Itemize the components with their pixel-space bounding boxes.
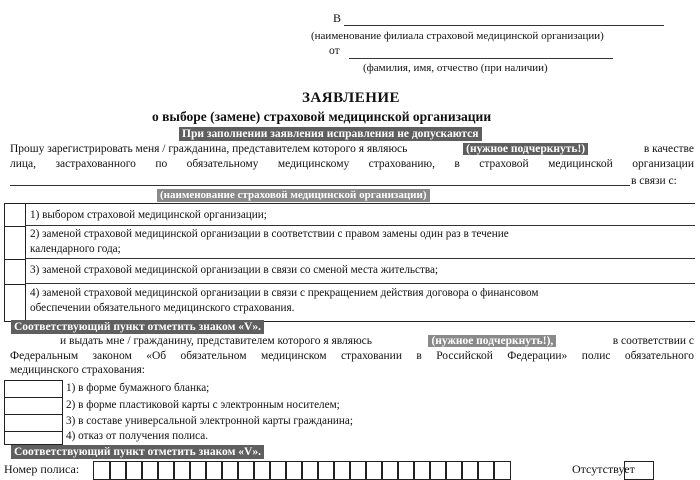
absent-label: Отсутствует: [572, 462, 635, 476]
policy-digit-cell[interactable]: [109, 461, 127, 480]
from-prefix: от: [329, 45, 340, 57]
reason-2-text: [30, 227, 509, 257]
policy-digit-cell[interactable]: [141, 461, 159, 480]
policy-digit-cell[interactable]: [317, 461, 335, 480]
form-2-text: 2) в форме пластиковой карты с электронным носителем;: [66, 399, 340, 411]
policy-digit-cell[interactable]: [237, 461, 255, 480]
request-line-2: лица, застрахованного по обязательному медицинскому страхованию, в страховой медицинской организации: [10, 158, 694, 170]
policy-digit-cell[interactable]: [173, 461, 191, 480]
reason-1-checkbox[interactable]: [4, 203, 26, 227]
policy-digit-cell[interactable]: [397, 461, 415, 480]
policy-digit-cell[interactable]: [445, 461, 463, 480]
issue-text-a: и выдать мне / гражданину, представителем которого я являюсь: [60, 335, 373, 347]
document-title: ЗАЯВЛЕНИЕ: [302, 90, 401, 106]
reason-4-checkbox[interactable]: [4, 284, 26, 322]
insurer-caption: (наименование страховой медицинской организации): [157, 189, 430, 202]
reason-4-text: [30, 286, 539, 316]
branch-name-line[interactable]: [344, 25, 664, 26]
absent-checkbox[interactable]: [624, 461, 654, 480]
policy-digit-cell[interactable]: [301, 461, 319, 480]
policy-number-label: Номер полиса:: [4, 462, 80, 476]
issue-underline-note: (нужное подчеркнуть!),: [428, 335, 556, 347]
policy-digit-cell[interactable]: [381, 461, 399, 480]
policy-digit-cell[interactable]: [205, 461, 223, 480]
issue-line-2: Федеральным законом «Об обязательном медицинском страховании в Российской Федерации» полис обязательного: [10, 350, 694, 362]
reason-divider-2: [25, 258, 695, 259]
form-1-checkbox[interactable]: [4, 380, 63, 398]
policy-digit-cell[interactable]: [93, 461, 111, 480]
mark-note-1: Соответствующий пункт отметить знаком «V».: [11, 320, 264, 334]
reason-2-line-1: 2) заменой страховой медицинской организации в соответствии с правом замены один раз в течение: [30, 228, 509, 240]
request-line-1: [10, 143, 694, 155]
form-3-checkbox[interactable]: [4, 414, 63, 432]
policy-digit-cell[interactable]: [269, 461, 287, 480]
reason-3-text: [30, 263, 438, 278]
underline-note: (нужное подчеркнуть!): [463, 143, 588, 155]
branch-caption: (наименование филиала страховой медицинской организации): [311, 30, 604, 42]
reason-2-line-2: календарного года;: [30, 243, 121, 255]
policy-digit-cell[interactable]: [157, 461, 175, 480]
reason-divider-1: [25, 225, 695, 226]
reason-3-line-1: 3) заменой страховой медицинской организации в связи со сменой места жительства;: [30, 264, 439, 276]
reason-1-line-1: 1) выбором страховой медицинской организации;: [30, 209, 267, 221]
reason-divider-3: [25, 283, 695, 284]
form-3-text: 3) в составе универсальной электронной карты гражданина;: [66, 415, 353, 427]
issue-line-1: [60, 335, 694, 347]
policy-digit-cell[interactable]: [477, 461, 495, 480]
policy-digit-cell[interactable]: [461, 461, 479, 480]
document-subtitle: о выборе (замене) страховой медицинской организации: [152, 109, 492, 124]
policy-digit-cell[interactable]: [253, 461, 271, 480]
form-2-checkbox[interactable]: [4, 397, 63, 415]
reason-4-line-1: 4) заменой страховой медицинской организации в связи с прекращением действия договора о финансовом: [30, 287, 539, 299]
policy-digit-cell[interactable]: [349, 461, 367, 480]
policy-digit-cell[interactable]: [221, 461, 239, 480]
no-corrections-notice: При заполнении заявления исправления не допускаются: [179, 127, 482, 141]
to-prefix: В: [333, 11, 342, 25]
policy-digit-cell[interactable]: [429, 461, 447, 480]
request-line-3-end: в связи с:: [631, 175, 677, 187]
policy-digit-cell[interactable]: [365, 461, 383, 480]
mark-note-2: Соответствующий пункт отметить знаком «V».: [11, 445, 264, 459]
applicant-name-line[interactable]: [349, 58, 613, 59]
policy-digit-cell[interactable]: [189, 461, 207, 480]
policy-digit-cell[interactable]: [125, 461, 143, 480]
issue-line-3: медицинского страхования:: [10, 364, 145, 376]
form-1-text: 1) в форме бумажного бланка;: [66, 382, 210, 394]
form-4-text: 4) отказ от получения полиса.: [66, 430, 209, 442]
reason-2-checkbox[interactable]: [4, 226, 26, 260]
policy-digit-cell[interactable]: [413, 461, 431, 480]
reason-3-checkbox[interactable]: [4, 259, 26, 285]
reason-1-text: [30, 208, 267, 223]
policy-digit-cell[interactable]: [285, 461, 303, 480]
form-4-checkbox[interactable]: [4, 431, 63, 445]
insurer-name-line[interactable]: [10, 185, 630, 186]
policy-digit-cell[interactable]: [333, 461, 351, 480]
issue-text-b: в соответствии с: [612, 335, 694, 347]
request-text-b: в качестве: [643, 143, 694, 155]
policy-digit-cell[interactable]: [493, 461, 511, 480]
request-text-a: Прошу зарегистрировать меня / гражданина, представителем которого я являюсь: [10, 143, 408, 155]
name-caption: (фамилия, имя, отчество (при наличии): [363, 62, 548, 74]
reason-4-line-2: обеспечении обязательного медицинского страхования.: [30, 302, 295, 314]
